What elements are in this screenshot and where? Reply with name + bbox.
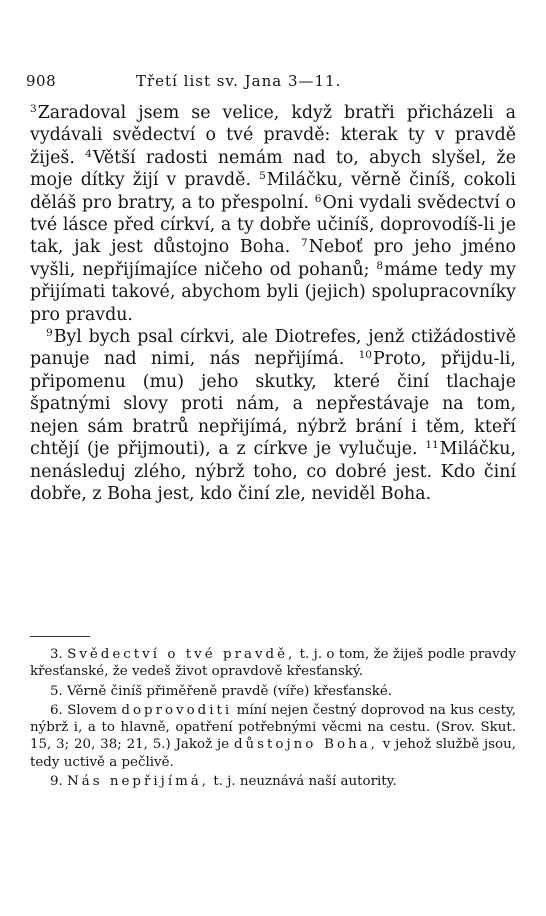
verse-11: Miláčku, nenásleduj zlého, nýbrž toho, co dobré jest. Kdo činí dobře, z Boha jest, kdo činí zle, neviděl Boha. — [30, 439, 517, 504]
verse-number: 6 — [314, 192, 322, 205]
footnote-3 — [30, 646, 516, 681]
footnotes — [30, 646, 516, 790]
page-header — [26, 72, 520, 94]
verse-number: 11 — [425, 439, 439, 452]
verse-3: Zaradoval jsem se velice, když bratři přicházeli a vydávali svědectví o tvé pravdě: kterak ty v pravdě žiješ. — [30, 103, 516, 168]
verse-number: 9 — [46, 327, 53, 340]
paragraph-1 — [30, 102, 516, 326]
verse-number: 5 — [259, 170, 266, 183]
footnote-number: 5. — [50, 683, 63, 699]
paragraph-2 — [30, 326, 516, 505]
footnote-number: 9. — [50, 774, 63, 790]
verse-number: 7 — [300, 237, 308, 250]
footnote-term: Nás nepřijímá, — [67, 774, 210, 790]
main-text — [30, 102, 516, 505]
verse-4: Větší radosti nemám nad to, abych slyšel, že moje dítky žijí v pravdě. — [30, 147, 516, 191]
page-number: 908 — [26, 72, 57, 90]
footnote-term: doprovoditi — [121, 702, 233, 718]
verse-7: Neboť pro jeho jméno vyšli, nepřijímajíce ničeho od pohanů; — [30, 237, 516, 280]
footnote-term: Svědectví o tvé pravdě, — [67, 647, 296, 662]
verse-number: 10 — [358, 349, 372, 362]
footnote-6 — [30, 702, 516, 771]
verse-10: Proto, přijdu-li, připomenu (mu) jeho skutky, které činí tlachaje špatnými slovy proti nám, a nepřestávaje na tom, nejen sám bratrů nepřijímá, nýbrž brání i těm, kteří chtějí (je přijmouti), a z církve je vylučuje. — [30, 349, 517, 460]
verse-5: Miláčku, věrně činíš, cokoli děláš pro bratry, a to přespolní. — [30, 170, 516, 213]
footnote-text: míní nejen čestný doprovod na kus cesty, nýbrž i, a to hlavně, opatření potřebnými věcmi na cestu. (Srov. Skut. 15, 3; 20, 38; 21, 5.) Jakož je — [30, 702, 516, 753]
verse-number: 4 — [85, 147, 92, 160]
footnote-9 — [30, 773, 516, 790]
footnote-5 — [30, 683, 516, 700]
verse-8: máme tedy my přijímati takové, abychom byli (jejich) spolupracovníky pro pravdu. — [30, 259, 516, 325]
footnote-number: 6. — [50, 702, 63, 718]
verse-number: 3 — [30, 103, 37, 115]
footnote-text: v jehož službě jsou, tedy uctivě a pečlivě. — [30, 737, 516, 770]
running-title: Třetí list sv. Jana 3—11. — [136, 72, 342, 90]
footnote-text: Slovem — [67, 702, 117, 718]
footnote-text: Věrně činíš přiměřeně pravdě (víře) křesťanské. — [67, 683, 393, 699]
verse-9: Byl bych psal církvi, ale Diotrefes, jenž ctižádostivě panuje nad nimi, nás nepřijímá. — [30, 327, 516, 370]
footnote-term: důstojno Boha, — [233, 737, 378, 753]
verse-number: 8 — [376, 259, 384, 272]
footnote-number: 3. — [50, 647, 63, 662]
footnote-separator — [30, 636, 90, 637]
footnote-text: t. j. neuznává naší autority. — [213, 774, 397, 790]
footnote-text: t. j. o tom, že žiješ podle pravdy křesťanské, že vedeš život opravdově křesťanský. — [30, 647, 516, 680]
verse-6: Oni vydali svědectví o tvé lásce před církví, a ty dobře učiníš, doprovodíš-li je tak, jak jest důstojno Boha. — [30, 192, 517, 258]
